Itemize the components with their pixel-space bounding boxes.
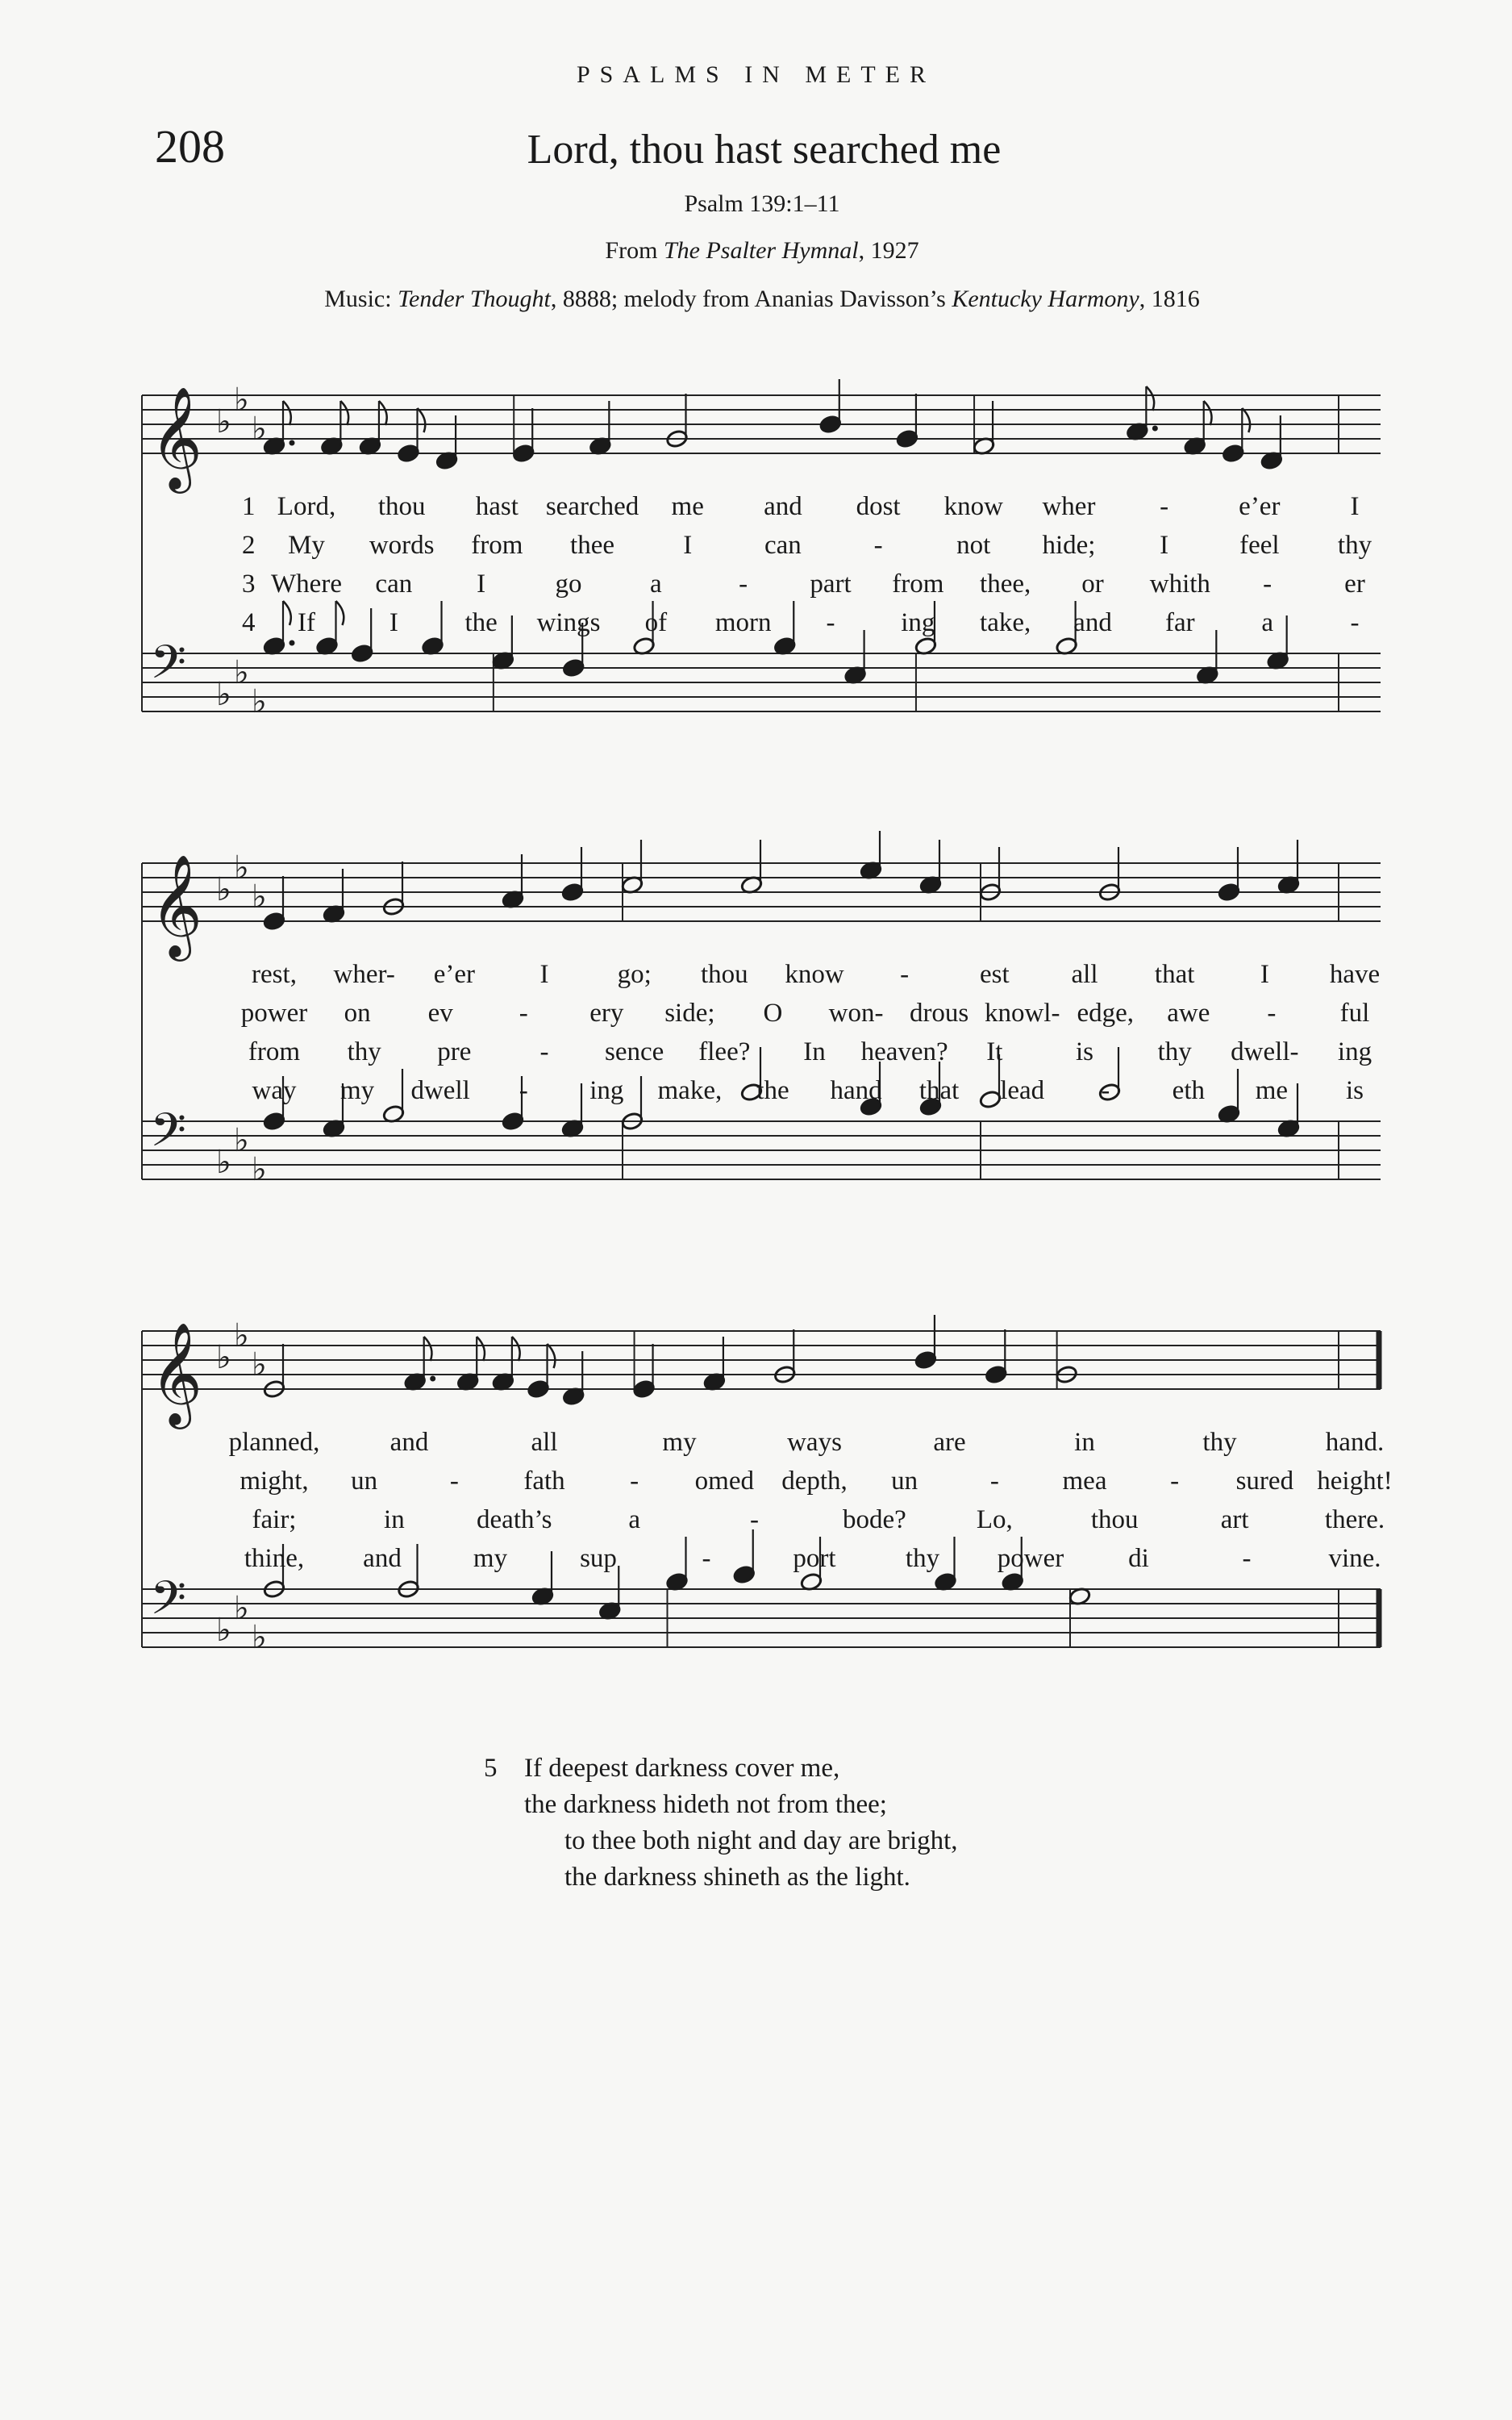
lyric-syllable: power (240, 999, 308, 1028)
lyric-syllable: have (1329, 960, 1381, 989)
stanza-5-line-2: the darkness hideth not from thee; (524, 1790, 887, 1819)
key-signature-flat: ♭ (252, 1151, 267, 1188)
lyric-syllable: way (252, 1076, 297, 1105)
lyric-syllable: wher- (333, 960, 395, 989)
lyric-syllable: thee (570, 531, 615, 560)
bass-clef: 𝄢 (150, 1103, 187, 1169)
dot (289, 640, 295, 646)
lyric-syllable: awe (1167, 999, 1210, 1028)
lyric-syllable: dwell- (1231, 1037, 1299, 1066)
lyric-syllable: a (628, 1505, 640, 1534)
dot (289, 440, 295, 446)
lyric-syllable: di (1128, 1544, 1149, 1573)
lyric-syllable: Lo, (976, 1505, 1013, 1534)
key-signature-flat: ♭ (216, 676, 231, 713)
note-flag (424, 1337, 432, 1361)
lyric-syllable: O (763, 999, 783, 1028)
lyric-syllable: won- (828, 999, 884, 1028)
verse-number: 2 (242, 531, 256, 560)
lyric-syllable: and (1073, 608, 1112, 637)
lyric-syllable: the (756, 1076, 789, 1105)
lyric-syllable: of (644, 608, 668, 637)
lyric-syllable: or (1081, 570, 1104, 599)
lyric-syllable: e’er (433, 960, 475, 989)
hymn-title: Lord, thou hast searched me (527, 127, 1002, 173)
key-signature-flat: ♭ (216, 1144, 231, 1181)
text-source (0, 237, 1512, 265)
lyric-syllable: er (1344, 570, 1365, 599)
lyric-syllable: I (477, 570, 486, 599)
note-flag (477, 1337, 485, 1361)
key-signature-flat: ♭ (252, 1346, 267, 1383)
key-signature-flat: ♭ (252, 411, 267, 448)
lyric-syllable: omed (694, 1467, 754, 1496)
lyric-syllable: thee, (980, 570, 1031, 599)
lyric-syllable: dwell (410, 1076, 470, 1105)
lyric-syllable: and (363, 1544, 402, 1573)
key-signature-flat: ♭ (234, 654, 249, 691)
lyric-syllable: a (650, 570, 662, 599)
lyric-syllable: - (739, 570, 748, 599)
lyric-syllable: - (873, 531, 883, 560)
lyric-syllable: my (662, 1428, 697, 1457)
bass-clef: 𝄢 (150, 635, 187, 701)
lyric-syllable: - (826, 608, 835, 637)
lyric-syllable: all (1071, 960, 1098, 989)
lyric-syllable: art (1220, 1505, 1249, 1534)
lyric-syllable: I (1350, 492, 1360, 521)
lyric-syllable: - (519, 1076, 528, 1105)
lyric-syllable: bode? (843, 1505, 906, 1534)
lyric-syllable: wings (536, 608, 601, 637)
lyric-syllable: I (389, 608, 398, 637)
lyric-syllable: vine. (1328, 1544, 1381, 1573)
lyric-syllable: I (1260, 960, 1269, 989)
lyric-syllable: that (1154, 960, 1195, 989)
note-flag (1242, 408, 1250, 432)
lyric-syllable: ing (1337, 1037, 1372, 1066)
lyric-syllable: hand. (1325, 1428, 1385, 1457)
lyric-syllable: feel (1239, 531, 1280, 560)
lyric-syllable: is (1075, 1037, 1094, 1066)
stanza-5-number: 5 (484, 1754, 498, 1783)
lyric-syllable: - (1101, 1076, 1110, 1105)
music-credit (0, 286, 1512, 313)
lyric-syllable: is (1345, 1076, 1364, 1105)
lyric-syllable: edge, (1077, 999, 1135, 1028)
lyric-syllable: thy (905, 1544, 940, 1573)
lyric-syllable: dost (856, 492, 901, 521)
stanza-5-line-4: the darkness shineth as the light. (564, 1863, 910, 1892)
lyric-syllable: hand (830, 1076, 882, 1105)
lyric-syllable: - (1160, 492, 1169, 521)
lyric-syllable: in (1074, 1428, 1095, 1457)
lyric-syllable: I (1160, 531, 1169, 560)
lyric-syllable: death’s (477, 1505, 552, 1534)
lyric-syllable: the (464, 608, 498, 637)
lyric-syllable: ful (1339, 999, 1370, 1028)
lyric-syllable: height! (1317, 1467, 1393, 1496)
lyric-syllable: can (764, 531, 802, 560)
lyric-syllable: from (471, 531, 523, 560)
lyric-syllable: part (810, 570, 852, 599)
lyric-syllable: - (630, 1467, 639, 1496)
lyric-syllable: far (1165, 608, 1195, 637)
key-signature-flat: ♭ (216, 1612, 231, 1649)
tune-name: Tender Thought (398, 286, 551, 312)
lyric-syllable: Lord, (277, 492, 336, 521)
key-signature-flat: ♭ (216, 871, 231, 908)
lyric-syllable: power (997, 1544, 1064, 1573)
lyric-syllable: thou (700, 960, 748, 989)
lyric-syllable: thou (1090, 1505, 1139, 1534)
lyric-syllable: thine, (244, 1544, 305, 1573)
lyric-syllable: wher (1042, 492, 1096, 521)
lyric-syllable: ways (787, 1428, 842, 1457)
lyric-syllable: My (288, 531, 325, 560)
dot (1152, 426, 1158, 432)
lyric-syllable: - (1242, 1544, 1252, 1573)
lyric-syllable: - (989, 1467, 999, 1496)
note-flag (379, 401, 387, 425)
key-signature-flat: ♭ (252, 878, 267, 916)
stanza-5-line-3: to thee both night and day are bright, (564, 1826, 958, 1855)
lyric-syllable: my (339, 1076, 375, 1105)
lyric-syllable: words (369, 531, 435, 560)
key-signature-flat: ♭ (234, 1317, 249, 1354)
lyric-syllable: un (351, 1467, 378, 1496)
lyric-syllable: fath (523, 1467, 565, 1496)
treble-clef: 𝄞 (150, 386, 203, 489)
lyric-syllable: me (1255, 1076, 1289, 1105)
lyric-syllable: thy (1202, 1428, 1237, 1457)
lyric-syllable: lead (1000, 1076, 1045, 1105)
lyric-syllable: - (702, 1544, 711, 1573)
lyric-syllable: - (539, 1037, 549, 1066)
treble-clef: 𝄞 (150, 853, 203, 957)
key-signature-flat: ♭ (234, 1590, 249, 1627)
lyric-syllable: from (892, 570, 944, 599)
lyric-syllable: sured (1235, 1467, 1294, 1496)
lyric-syllable: make, (657, 1076, 723, 1105)
lyric-syllable: and (764, 492, 802, 521)
lyric-syllable: heaven? (860, 1037, 948, 1066)
music-system-1 (0, 363, 1512, 782)
verse-number: 1 (242, 492, 256, 521)
lyric-syllable: hast (475, 492, 519, 521)
lyric-syllable: in (384, 1505, 405, 1534)
lyric-syllable: I (683, 531, 693, 560)
verse-number: 3 (242, 570, 256, 599)
lyric-syllable: sup (580, 1544, 617, 1573)
lyric-syllable: planned, (228, 1428, 320, 1457)
note-flag (283, 601, 291, 625)
lyric-syllable: me (671, 492, 704, 521)
note-flag (418, 408, 426, 432)
lyric-syllable: drous (909, 999, 969, 1028)
psalm-reference: Psalm 139:1–11 (684, 190, 840, 217)
lyric-syllable: ery (589, 999, 624, 1028)
music-suffix: , 1816 (1139, 286, 1200, 312)
note-flag (1146, 386, 1154, 411)
lyric-syllable: my (473, 1544, 508, 1573)
lyric-syllable: thy (1337, 531, 1372, 560)
running-header: PSALMS IN METER (576, 61, 936, 88)
lyric-syllable: not (956, 531, 991, 560)
note-flag (548, 1344, 556, 1368)
music-collection: Kentucky Harmony (952, 286, 1139, 312)
lyric-syllable: might, (240, 1467, 309, 1496)
lyric-syllable: are (933, 1428, 966, 1457)
lyric-syllable: port (793, 1544, 836, 1573)
lyric-syllable: est (979, 960, 1010, 989)
lyric-syllable: from (248, 1037, 301, 1066)
lyric-syllable: I (539, 960, 549, 989)
note-flag (340, 401, 348, 425)
lyric-syllable: pre (437, 1037, 472, 1066)
lyric-syllable: It (986, 1037, 1003, 1066)
lyric-syllable: go (555, 570, 582, 599)
key-signature-flat: ♭ (252, 1619, 267, 1656)
lyric-syllable: e’er (1239, 492, 1281, 521)
dot (430, 1376, 435, 1382)
lyric-syllable: whith (1149, 570, 1210, 599)
key-signature-flat: ♭ (216, 1339, 231, 1376)
lyric-syllable: knowl- (984, 999, 1060, 1028)
lyric-syllable: - (750, 1505, 760, 1534)
lyric-syllable: In (803, 1037, 826, 1066)
verse-number: 4 (242, 608, 256, 637)
lyric-syllable: eth (1172, 1076, 1206, 1105)
key-signature-flat: ♭ (234, 382, 249, 419)
key-signature-flat: ♭ (234, 849, 249, 887)
music-prefix: Music: (324, 286, 398, 312)
bass-clef: 𝄢 (150, 1571, 187, 1637)
lyric-syllable: that (918, 1076, 960, 1105)
lyric-syllable: If (298, 608, 315, 637)
hymn-number: 208 (155, 120, 225, 173)
lyric-syllable: thou (377, 492, 426, 521)
note-flag (512, 1337, 520, 1361)
lyric-syllable: - (1267, 999, 1277, 1028)
lyric-syllable: and (389, 1428, 429, 1457)
lyric-syllable: mea (1062, 1467, 1107, 1496)
lyric-syllable: - (1350, 608, 1360, 637)
music-middle: , 8888; melody from Ananias Davisson’s (550, 286, 952, 312)
lyric-syllable: hide; (1042, 531, 1096, 560)
key-signature-flat: ♭ (252, 683, 267, 720)
key-signature-flat: ♭ (234, 1122, 249, 1159)
treble-clef: 𝄞 (150, 1321, 203, 1425)
stanza-5-line-1: If deepest darkness cover me, (524, 1754, 840, 1783)
lyric-syllable: know (785, 960, 844, 989)
lyric-syllable: thy (347, 1037, 381, 1066)
note-flag (336, 601, 344, 625)
lyric-syllable: searched (545, 492, 639, 521)
lyric-syllable: sence (605, 1037, 664, 1066)
lyric-syllable: - (519, 999, 528, 1028)
source-title: The Psalter Hymnal (663, 237, 859, 264)
lyric-syllable: all (531, 1428, 558, 1457)
lyric-syllable: morn (714, 608, 772, 637)
lyric-syllable: - (1263, 570, 1272, 599)
note-flag (1204, 401, 1212, 425)
note-flag (283, 401, 291, 425)
lyric-syllable: take, (980, 608, 1031, 637)
lyric-syllable: on (344, 999, 371, 1028)
key-signature-flat: ♭ (216, 403, 231, 440)
lyric-syllable: go; (617, 960, 652, 989)
lyric-syllable: - (900, 960, 910, 989)
lyric-syllable: ing (589, 1076, 624, 1105)
lyric-syllable: there. (1324, 1505, 1385, 1534)
lyric-syllable: ev (427, 999, 453, 1028)
lyric-syllable: ing (901, 608, 935, 637)
source-prefix: From (605, 237, 664, 264)
source-suffix: , 1927 (858, 237, 919, 264)
lyric-syllable: can (375, 570, 413, 599)
lyric-syllable: know (943, 492, 1003, 521)
lyric-syllable: thy (1157, 1037, 1192, 1066)
lyric-syllable: depth, (781, 1467, 848, 1496)
lyric-syllable: fair; (252, 1505, 297, 1534)
lyric-syllable: a (1261, 608, 1273, 637)
lyric-syllable: flee? (698, 1037, 751, 1066)
lyric-syllable: un (891, 1467, 918, 1496)
lyric-syllable: rest, (252, 960, 297, 989)
lyric-syllable: - (449, 1467, 459, 1496)
lyric-syllable: side; (664, 999, 715, 1028)
lyric-syllable: Where (271, 570, 342, 599)
lyric-syllable: - (1170, 1467, 1180, 1496)
